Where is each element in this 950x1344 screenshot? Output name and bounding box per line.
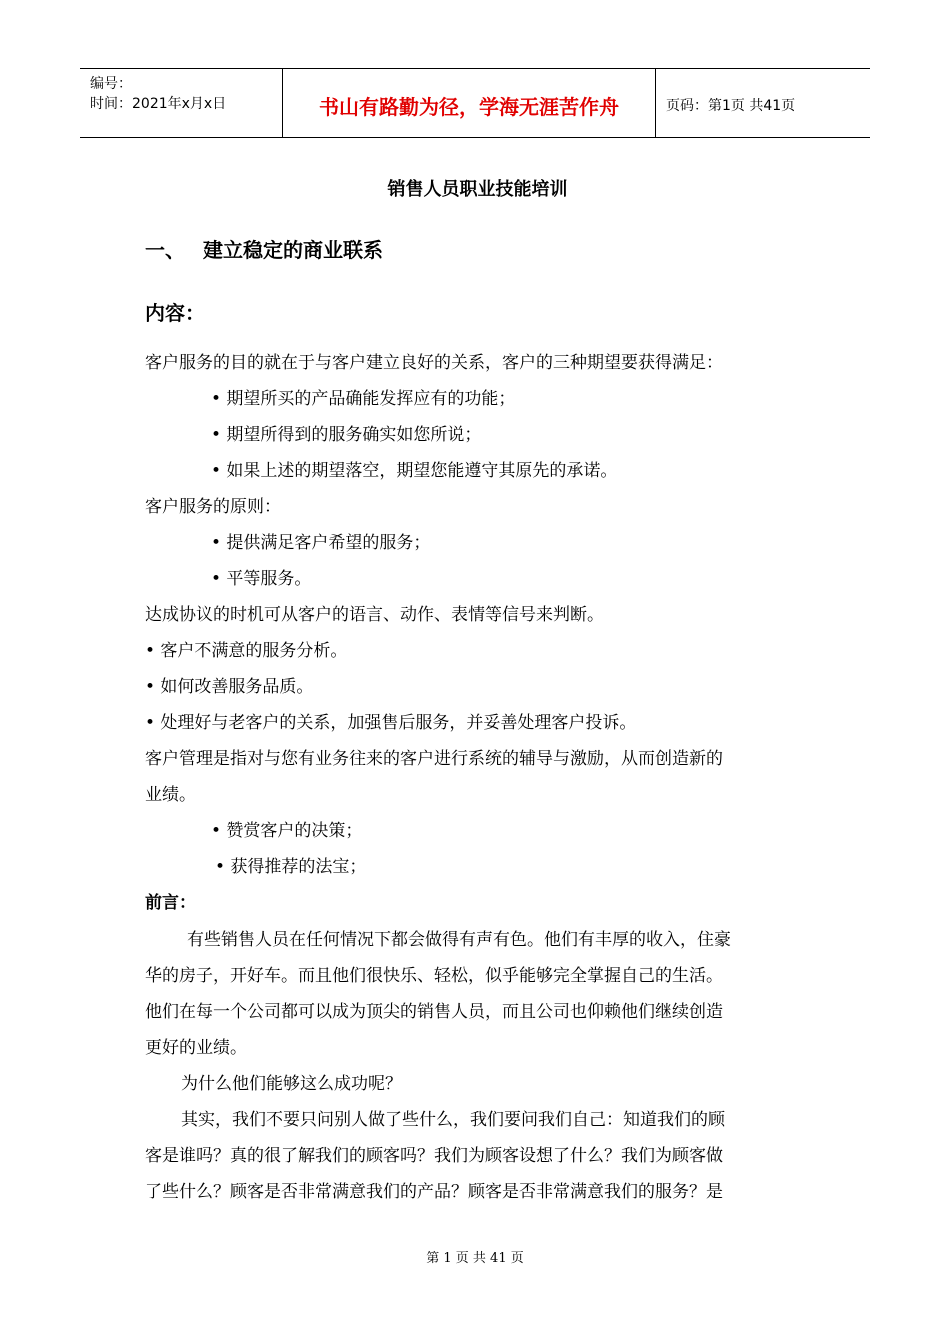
- page-header: [80, 68, 870, 138]
- paragraph: 业绩。: [145, 785, 196, 805]
- paragraph: 华的房子，开好车。而且他们很快乐、轻松，似乎能够完全掌握自己的生活。: [145, 966, 723, 986]
- bullet-item: • 获得推荐的法宝；: [215, 857, 367, 877]
- section-number: 一、: [145, 238, 185, 262]
- preface-heading: 前言：: [145, 893, 196, 913]
- number-label: 编号：: [90, 76, 132, 92]
- section-heading: [145, 234, 383, 263]
- bullet-item: • 期望所买的产品确能发挥应有的功能；: [211, 389, 516, 409]
- header-motto-cell: [282, 69, 656, 137]
- paragraph: 有些销售人员在任何情况下都会做得有声有色。他们有丰厚的收入，住豪: [187, 930, 731, 950]
- paragraph: 客户服务的目的就在于与客户建立良好的关系，客户的三种期望要获得满足：: [145, 353, 723, 373]
- header-info-cell: [80, 69, 282, 137]
- paragraph: 客是谁吗？真的很了解我们的顾客吗？我们为顾客设想了什么？我们为顾客做: [145, 1146, 723, 1166]
- bullet-item: • 客户不满意的服务分析。: [145, 641, 348, 661]
- paragraph: 客户管理是指对与您有业务往来的客户进行系统的辅导与激励，从而创造新的: [145, 749, 723, 769]
- header-page-cell: [656, 69, 870, 137]
- paragraph: 其实，我们不要只问别人做了些什么，我们要问我们自己：知道我们的顾: [181, 1110, 725, 1130]
- paragraph: 客户服务的原则：: [145, 497, 281, 517]
- bullet-item: • 平等服务。: [211, 569, 312, 589]
- bullet-item: • 提供满足客户希望的服务；: [211, 533, 431, 553]
- bullet-item: • 赞赏客户的决策；: [211, 821, 363, 841]
- page-footer: 第 1 页 共 41 页: [426, 1251, 524, 1266]
- content-heading: 内容：: [145, 301, 205, 325]
- bullet-item: • 期望所得到的服务确实如您所说；: [211, 425, 482, 445]
- paragraph: 更好的业绩。: [145, 1038, 247, 1058]
- document-title: 销售人员职业技能培训: [387, 179, 568, 200]
- page-info: 页码：第1页 共41页: [666, 98, 796, 114]
- paragraph: 他们在每一个公司都可以成为顶尖的销售人员，而且公司也仰赖他们继续创造: [145, 1002, 723, 1022]
- bullet-item: • 如果上述的期望落空，期望您能遵守其原先的承诺。: [211, 461, 618, 481]
- paragraph: 达成协议的时机可从客户的语言、动作、表情等信号来判断。: [145, 605, 604, 625]
- paragraph: 为什么他们能够这么成功呢？: [181, 1074, 402, 1094]
- time-label: 时间：2021年x月x日: [90, 96, 227, 112]
- paragraph: 了些什么？顾客是否非常满意我们的产品？顾客是否非常满意我们的服务？是: [145, 1182, 723, 1202]
- motto: 书山有路勤为径，学海无涯苦作舟: [319, 95, 619, 119]
- bullet-item: • 处理好与老客户的关系，加强售后服务，并妥善处理客户投诉。: [145, 713, 637, 733]
- section-title: 建立稳定的商业联系: [203, 238, 383, 262]
- bullet-item: • 如何改善服务品质。: [145, 677, 314, 697]
